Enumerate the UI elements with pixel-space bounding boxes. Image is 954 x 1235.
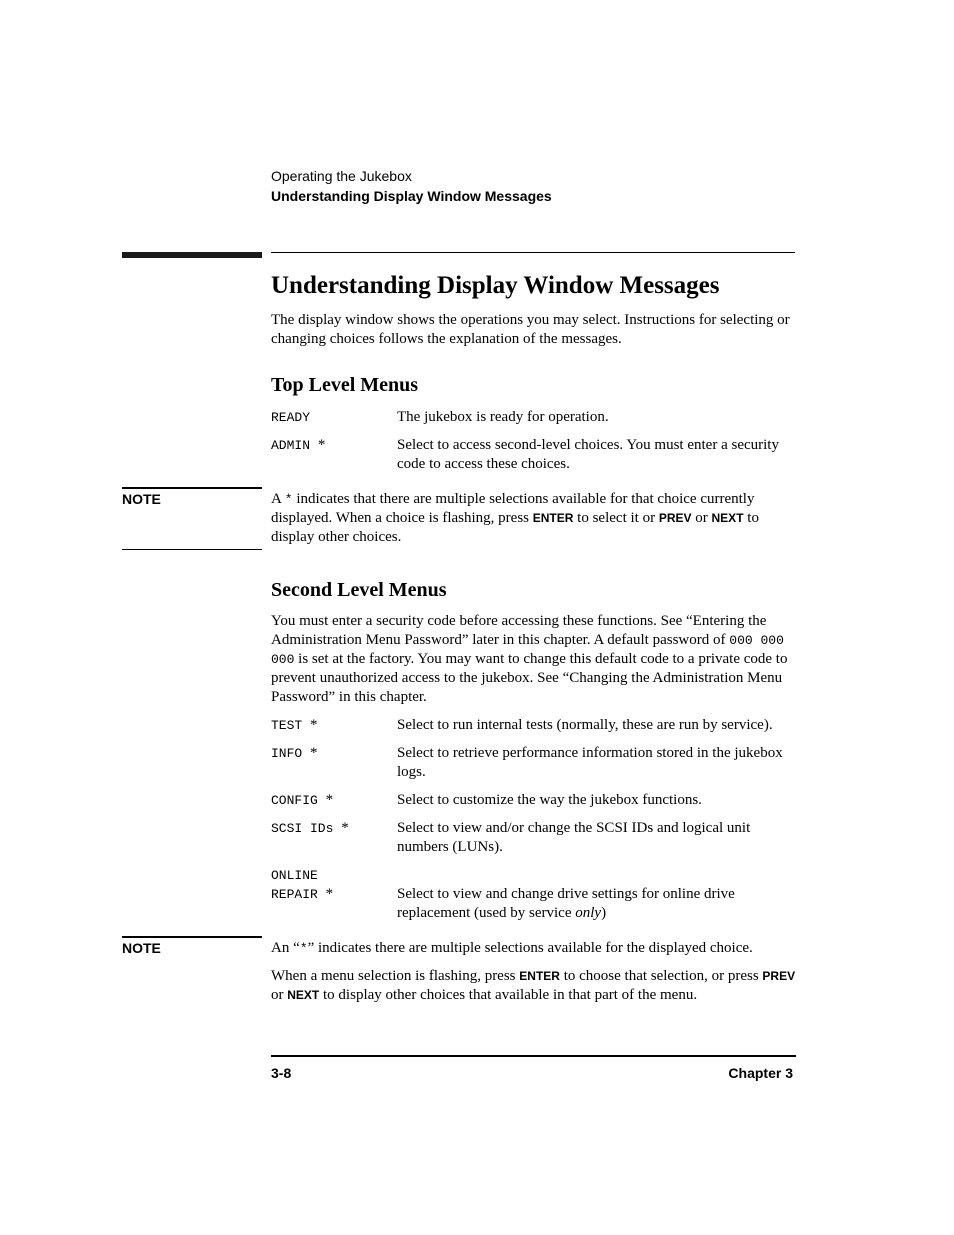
desc-emphasis: only bbox=[575, 905, 602, 921]
note-text-part: A bbox=[271, 491, 285, 507]
note-text-part: to select it or bbox=[573, 510, 659, 526]
menu-term-admin bbox=[271, 436, 325, 455]
section-rule-thin bbox=[271, 252, 795, 253]
running-head-chapter: Operating the Jukebox bbox=[271, 168, 412, 184]
footer-rule bbox=[271, 1055, 796, 1057]
menu-term-info bbox=[271, 744, 318, 763]
multi-selection-asterisk: * bbox=[310, 717, 318, 733]
menu-term-label: ADMIN bbox=[271, 438, 311, 453]
multi-selection-asterisk: * bbox=[341, 820, 349, 836]
note-text-part: ” indicates there are multiple selections available for the displayed choice. bbox=[307, 940, 753, 956]
multi-selection-asterisk: * bbox=[317, 437, 326, 453]
menu-term-test bbox=[271, 716, 318, 735]
menu-desc-test: Select to run internal tests (normally, these are run by service). bbox=[397, 717, 773, 733]
menu-desc-info: Select to retrieve performance information stored in the jukebox logs. bbox=[397, 745, 783, 780]
desc-text: Select to view and change drive settings for online drive replacement (used by service bbox=[397, 886, 735, 921]
multi-selection-asterisk: * bbox=[325, 886, 334, 902]
menu-term-label: READY bbox=[271, 410, 311, 425]
note-label: NOTE bbox=[122, 491, 161, 507]
key-enter: ENTER bbox=[519, 969, 560, 983]
page-title: Understanding Display Window Messages bbox=[271, 272, 720, 299]
paragraph-text: You must enter a security code before accessing these functions. See “Entering the Administration Menu Password” later in this chapter. A default password of bbox=[271, 613, 767, 648]
menu-term-scsi-ids bbox=[271, 819, 349, 838]
multi-selection-asterisk: * bbox=[310, 745, 318, 761]
note-text-part: or bbox=[691, 510, 712, 526]
intro-paragraph: The display window shows the operations you may select. Instructions for selecting or changing choices follows the explanation of the messages. bbox=[271, 312, 790, 347]
note-text-line2 bbox=[271, 967, 796, 1005]
key-next: NEXT bbox=[287, 988, 320, 1002]
section-rule-thick bbox=[122, 252, 262, 258]
menu-term-ready bbox=[271, 408, 310, 427]
second-level-paragraph bbox=[271, 612, 796, 707]
note-text-line1 bbox=[271, 939, 796, 958]
menu-term-label: TEST bbox=[271, 718, 303, 733]
page-number: 3-8 bbox=[271, 1065, 292, 1081]
menu-term-label: CONFIG bbox=[271, 793, 318, 808]
running-head-section: Understanding Display Window Messages bbox=[271, 188, 552, 204]
note-text-part: to display other choices that available in that part of the menu. bbox=[319, 987, 698, 1003]
note-text-part: to choose that selection, or press bbox=[559, 968, 763, 984]
note-label: NOTE bbox=[122, 940, 161, 956]
note-rule-bottom bbox=[122, 549, 262, 550]
key-prev: PREV bbox=[658, 511, 692, 525]
second-level-heading: Second Level Menus bbox=[271, 579, 447, 601]
note-text-part: When a menu selection is flashing, press bbox=[271, 968, 520, 984]
menu-desc-online-repair bbox=[397, 885, 795, 923]
running-head bbox=[271, 166, 552, 206]
note-text-part: indicates that there are multiple selections available for that choice currently displayed. When a choice is flashing, press bbox=[271, 491, 755, 526]
key-enter: ENTER bbox=[532, 511, 574, 525]
top-level-heading: Top Level Menus bbox=[271, 374, 419, 396]
asterisk-symbol: * bbox=[284, 492, 293, 507]
note-text-part: to display other choices. bbox=[271, 510, 759, 545]
note-text bbox=[271, 490, 796, 547]
key-prev: PREV bbox=[762, 969, 796, 983]
menu-desc-admin: Select to access second-level choices. You must enter a security code to access these choices. bbox=[397, 437, 779, 472]
desc-text: ) bbox=[601, 905, 607, 921]
paragraph-text: is set at the factory. You may want to change this default code to a private code to prevent unauthorized access to the jukebox. See “Changing the Administration Menu Password” in this chapter. bbox=[271, 651, 788, 705]
footer-chapter: Chapter 3 bbox=[728, 1065, 793, 1081]
note-text-part: An “ bbox=[271, 940, 300, 956]
key-next: NEXT bbox=[711, 511, 744, 525]
menu-term-online-repair bbox=[271, 866, 333, 904]
menu-term-label: SCSI IDs bbox=[271, 821, 334, 836]
menu-desc-config: Select to customize the way the jukebox functions. bbox=[397, 792, 702, 808]
multi-selection-asterisk: * bbox=[325, 792, 334, 808]
menu-term-label: INFO bbox=[271, 746, 303, 761]
default-password: 000 000 000 bbox=[271, 633, 784, 667]
menu-desc-ready: The jukebox is ready for operation. bbox=[397, 409, 609, 425]
menu-desc-scsi-ids: Select to view and/or change the SCSI IDs and logical unit numbers (LUNs). bbox=[397, 820, 751, 855]
menu-term-label: REPAIR bbox=[271, 887, 318, 902]
menu-term-label: ONLINE bbox=[271, 868, 318, 883]
note-text-part: or bbox=[271, 987, 288, 1003]
menu-term-config bbox=[271, 791, 333, 810]
asterisk-symbol: * bbox=[299, 941, 308, 956]
